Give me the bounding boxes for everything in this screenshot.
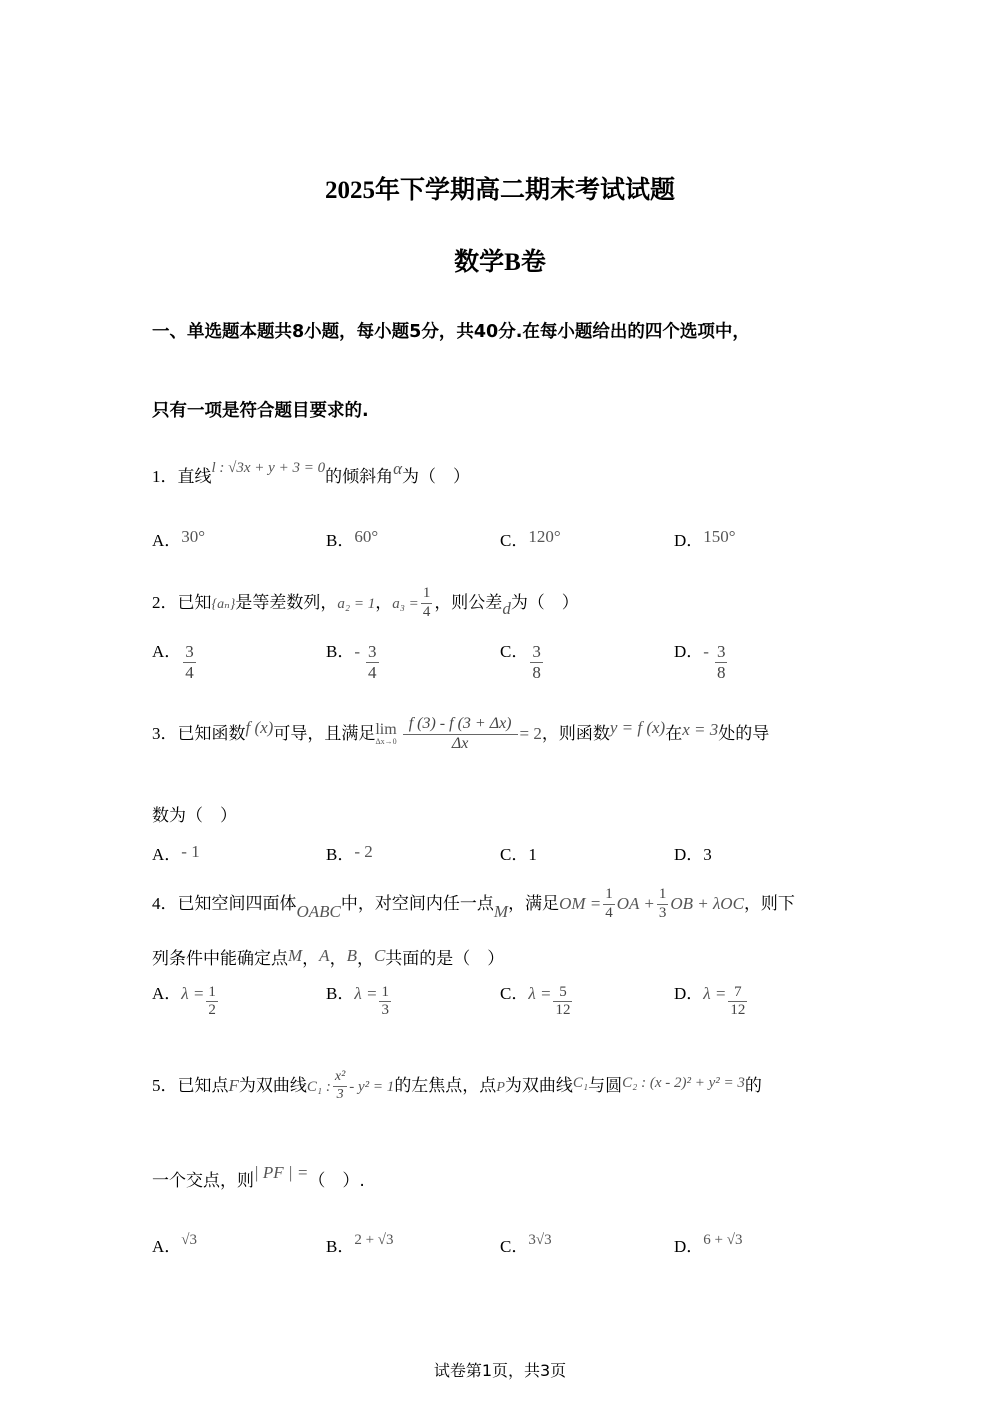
option-d[interactable]: D．3: [674, 845, 712, 864]
question-number: 3．: [152, 724, 178, 743]
q3-options: [152, 840, 852, 868]
option-b[interactable]: B．- 2: [326, 842, 373, 864]
option-b[interactable]: B．60°: [326, 527, 379, 550]
function-y: y = f (x): [609, 718, 666, 737]
a3-fraction: $\frac{1}{4}$: [422, 585, 431, 620]
x-value: x = 3: [682, 720, 719, 739]
option-d[interactable]: D．- $\frac{3}{8}$: [674, 642, 726, 682]
coef-1-4: $\frac{1}{4}$: [605, 886, 613, 921]
q2-options: [152, 642, 852, 692]
vector-ob-oc: OB + λOC: [670, 894, 744, 913]
option-b[interactable]: B．- $\frac{3}{4}$: [326, 642, 377, 682]
option-c[interactable]: C． $\frac{3}{8}$: [500, 642, 541, 682]
function-fx: f (x): [245, 718, 274, 737]
question-number: 1．: [152, 467, 178, 486]
question-2: 2．已知{aₙ}是等差数列，a₂ = 1，a₃ = $\frac{1}{4}$ ，则公差d为（ ）: [152, 585, 579, 620]
question-4-continued: 列条件中能确定点M，A，B，C共面的是（ ）: [152, 946, 505, 969]
question-number: 5．: [152, 1076, 178, 1095]
option-a[interactable]: A．λ = $\frac{1}{2}$: [152, 983, 216, 1019]
question-5-continued: 一个交点，则| PF | =（ ）.: [152, 1163, 365, 1191]
pf-distance: | PF | =: [254, 1163, 309, 1182]
option-a[interactable]: A．√3: [152, 1232, 198, 1256]
option-c[interactable]: C．λ = $\frac{5}{12}$: [500, 983, 571, 1019]
question-text: 的倾斜角: [325, 467, 394, 487]
question-text: 为（ ）: [402, 467, 471, 487]
a3-term: a₃ =: [392, 596, 419, 612]
hyperbola-rest: - y² = 1: [349, 1079, 395, 1095]
hyperbola-c1-label: C₁ :: [306, 1079, 331, 1095]
option-d[interactable]: D．150°: [674, 527, 736, 550]
option-a[interactable]: A．30°: [152, 527, 206, 550]
section-heading-line1: 一、单选题本题共8小题，每小题5分，共40分.在每小题给出的四个选项中，: [152, 322, 750, 342]
question-3-continued: 数为（ ）: [152, 806, 237, 826]
sequence-symbol: {aₙ}: [211, 597, 236, 612]
question-text: 直线: [177, 467, 212, 487]
option-a[interactable]: A．- 1: [152, 842, 200, 864]
line-equation: l : √3x + y + 3 = 0: [211, 460, 326, 476]
d-symbol: d: [502, 599, 511, 618]
question-5: 5．已知点F为双曲线C₁ : $\frac{\text{x²}}{3}$ - y² = 1的左焦点，点P为双曲线C₁与圆C₂ : (x - 2)² + y² = 3的: [152, 1069, 762, 1102]
option-d[interactable]: D．λ = $\frac{7}{12}$: [674, 983, 746, 1019]
page-subtitle: 数学B卷: [454, 249, 546, 276]
point-m: M: [493, 902, 509, 921]
vector-om: OM =: [559, 894, 602, 913]
point-p: P: [496, 1080, 505, 1095]
a2-term: a₂ = 1: [337, 596, 376, 612]
limit-fraction: $\frac{f (3) - f (3 + \Delta x)}{\Delta x}$: [403, 715, 518, 753]
vector-oa: OA +: [616, 894, 655, 913]
question-4: 4．已知空间四面体OABC中，对空间内任一点M，满足OM = $\frac{1}{4}$ OA + $\frac{1}{3}$ OB + λOC，则下: [152, 886, 795, 921]
option-c[interactable]: C．1: [500, 845, 537, 864]
alpha-symbol: α: [393, 459, 403, 478]
option-c[interactable]: C．120°: [500, 527, 561, 550]
point-f: F: [228, 1076, 239, 1095]
option-b[interactable]: B．λ = $\frac{1}{3}$: [326, 983, 389, 1019]
limit-operator: lim Δx→0: [375, 720, 397, 747]
q1-options: [152, 526, 852, 556]
page-footer: 试卷第1页，共3页: [433, 1361, 567, 1380]
hyperbola-c1: C₁: [572, 1075, 589, 1091]
hyperbola-fraction: $\frac{\text{x²}}{3}$: [334, 1069, 346, 1102]
limit-value: = 2: [519, 724, 542, 743]
question-number: 4．: [152, 894, 178, 913]
option-c[interactable]: C．3√3: [500, 1232, 552, 1256]
question-3: 3．已知函数f (x)可导，且满足 lim Δx→0 $\frac{f (3) - f (3 + \Delta x)}{\Delta x}$ = 2，则函数y = f (x)在x = 3处的导: [152, 715, 770, 752]
q4-options: [152, 984, 852, 1030]
page-title: 2025年下学期高二期末考试试题: [324, 177, 675, 204]
tetrahedron-label: OABC: [296, 902, 341, 921]
circle-c2: C₂ : (x - 2)² + y² = 3: [622, 1075, 745, 1091]
option-b[interactable]: B．2 + √3: [326, 1232, 394, 1256]
option-a[interactable]: A． $\frac{3}{4}$: [152, 642, 194, 682]
coef-1-3: $\frac{1}{3}$: [658, 886, 667, 921]
option-d[interactable]: D．6 + √3: [674, 1232, 743, 1256]
q5-options: [152, 1232, 852, 1262]
question-number: 2．: [152, 593, 178, 612]
section-heading-line2: 只有一项是符合题目要求的.: [152, 401, 369, 421]
question-1: [152, 459, 471, 487]
